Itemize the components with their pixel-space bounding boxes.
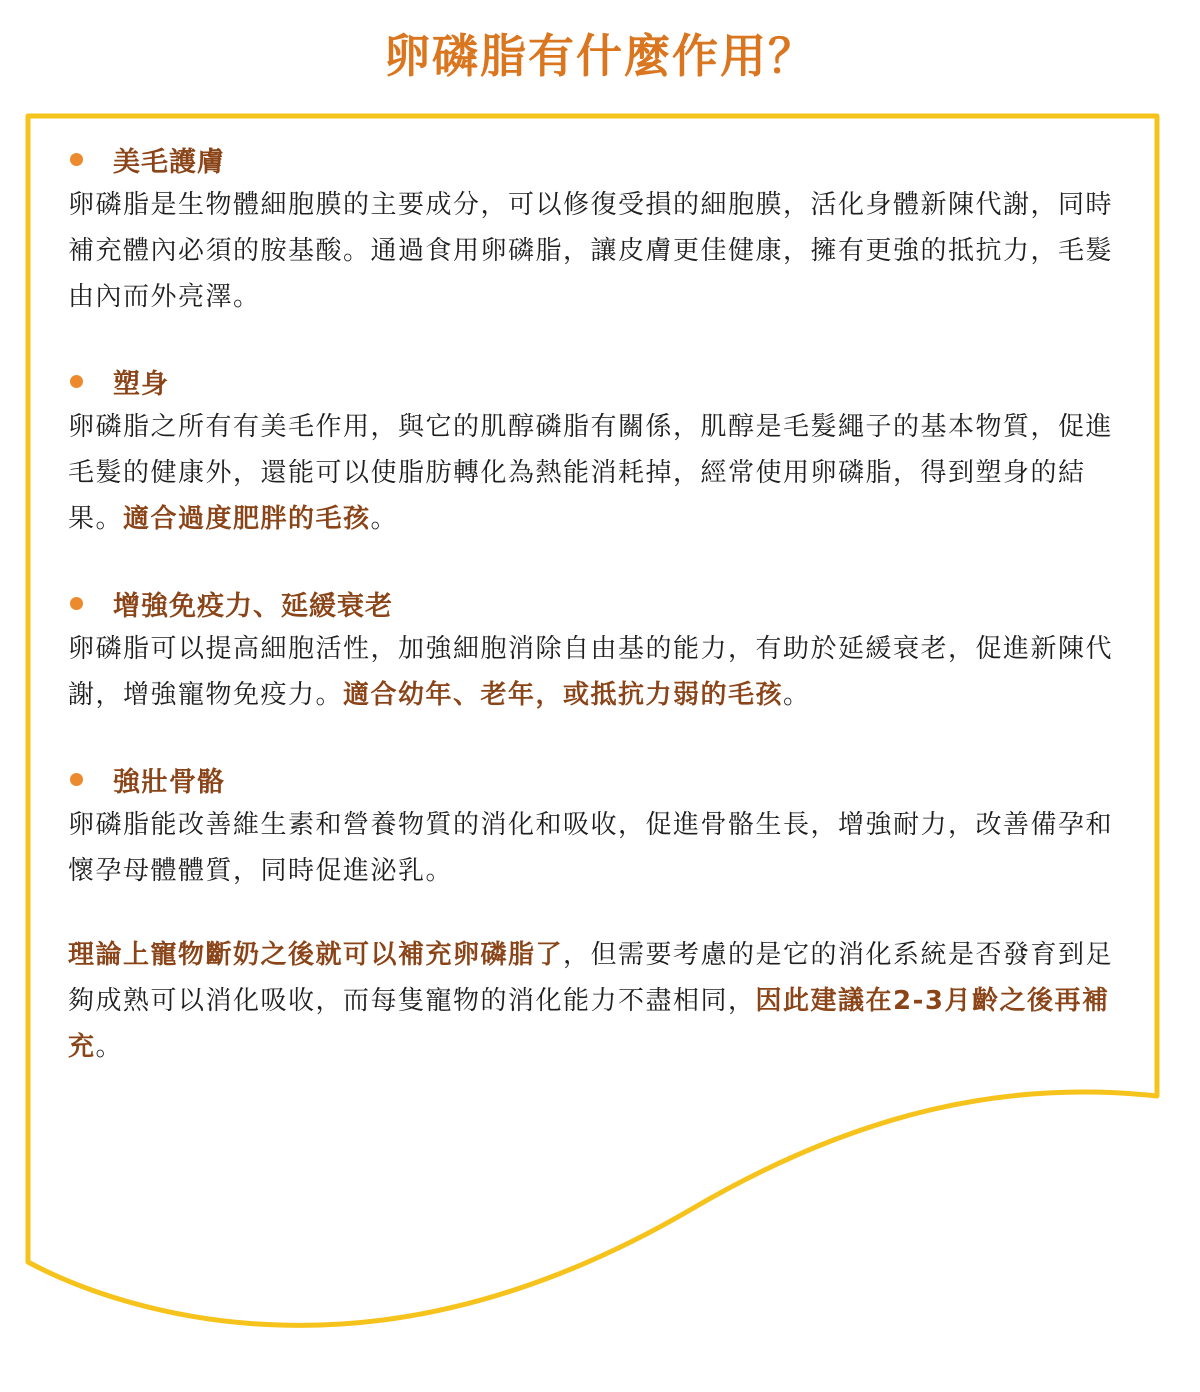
- section-body-shaping: [68, 358, 1128, 542]
- closing-tail: 。: [95, 1032, 124, 1062]
- highlight-text: 適合幼年、老年，或抵抗力弱的毛孩: [343, 680, 784, 710]
- section-heading-text: 塑身: [113, 368, 169, 400]
- section-body: [68, 182, 1128, 320]
- body-text: 卵磷脂可以提高細胞活性，加強細胞消除自由基的能力，有助於延緩衰老，促進新陳代謝，增強寵物免疫力。: [68, 634, 1114, 710]
- body-text: 卵磷脂能改善維生素和營養物質的消化和吸收，促進骨骼生長，增強耐力，改善備孕和懷孕母體體質，同時促進泌乳。: [68, 810, 1114, 886]
- section-immunity: [68, 580, 1128, 718]
- closing-middle-text: ，但需要考慮的是它的消化系統是否發育到足夠成熟可以消化吸收，而每隻寵物的消化能力不盡相同，: [68, 940, 1114, 1016]
- section-heading-text: 強壯骨骼: [113, 766, 225, 798]
- content-area: [68, 136, 1128, 1070]
- bullet-dot-icon: [70, 597, 83, 610]
- bullet-dot-icon: [70, 773, 83, 786]
- section-heading: [68, 358, 1128, 404]
- closing-highlight-2: 因此建議在2-3月齡之後再補充: [68, 986, 1110, 1062]
- bullet-dot-icon: [70, 153, 83, 166]
- section-body: [68, 404, 1128, 542]
- closing-paragraph: [68, 932, 1128, 1070]
- section-heading: [68, 756, 1128, 802]
- section-bones: [68, 756, 1128, 894]
- section-body: [68, 802, 1128, 894]
- section-heading-text: 美毛護膚: [113, 146, 225, 178]
- section-heading: [68, 580, 1128, 626]
- body-tail: 。: [783, 680, 811, 710]
- section-heading-text: 增強免疫力、延緩衰老: [113, 590, 393, 622]
- body-text: 卵磷脂之所有有美毛作用，與它的肌醇磷脂有關係，肌醇是毛髮繩子的基本物質，促進毛髮的健康外，還能可以使脂肪轉化為熱能消耗掉，經常使用卵磷脂，得到塑身的結果。: [68, 412, 1114, 534]
- closing-highlight-1: 理論上寵物斷奶之後就可以補充卵磷脂了: [68, 940, 564, 970]
- highlight-text: 適合過度肥胖的毛孩: [123, 504, 371, 534]
- bullet-dot-icon: [70, 375, 83, 388]
- page-title: 卵磷脂有什麼作用？: [384, 29, 816, 83]
- body-tail: 。: [370, 504, 399, 534]
- section-body: [68, 626, 1128, 718]
- section-beauty-fur: [68, 136, 1128, 320]
- section-heading: [68, 136, 1128, 182]
- body-text: 卵磷脂是生物體細胞膜的主要成分，可以修復受損的細胞膜，活化身體新陳代謝，同時補充體內必須的胺基酸。通過食用卵磷脂，讓皮膚更佳健康，擁有更強的抵抗力，毛髮由內而外亮澤。: [68, 190, 1114, 312]
